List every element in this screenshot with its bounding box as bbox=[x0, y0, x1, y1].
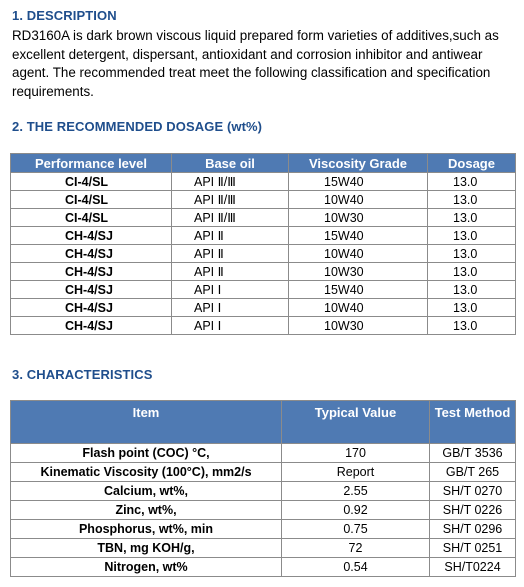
column-header: Typical Value bbox=[282, 401, 430, 444]
table-cell: Kinematic Viscosity (100°C), mm2/s bbox=[11, 463, 282, 482]
table-cell: TBN, mg KOH/g, bbox=[11, 539, 282, 558]
table-cell: 13.0 bbox=[428, 191, 516, 209]
characteristics-table bbox=[10, 400, 516, 577]
table-row bbox=[11, 263, 516, 281]
table-cell: API Ⅱ/Ⅲ bbox=[172, 173, 289, 191]
table-row bbox=[11, 173, 516, 191]
dosage-heading: 2. THE RECOMMENDED DOSAGE (wt%) bbox=[12, 119, 263, 134]
characteristics-header-row bbox=[11, 401, 516, 444]
table-cell: 0.92 bbox=[282, 501, 430, 520]
table-cell: 10W40 bbox=[289, 245, 428, 263]
table-row bbox=[11, 539, 516, 558]
table-cell: API Ⅰ bbox=[172, 317, 289, 335]
table-row bbox=[11, 558, 516, 577]
table-row bbox=[11, 520, 516, 539]
column-header: Performance level bbox=[11, 154, 172, 173]
table-row bbox=[11, 482, 516, 501]
table-cell: CI-4/SL bbox=[11, 209, 172, 227]
characteristics-heading: 3. CHARACTERISTICS bbox=[12, 367, 153, 382]
table-cell: 72 bbox=[282, 539, 430, 558]
table-cell: API Ⅱ bbox=[172, 227, 289, 245]
table-cell: CI-4/SL bbox=[11, 191, 172, 209]
table-row bbox=[11, 245, 516, 263]
table-cell: GB/T 3536 bbox=[430, 444, 516, 463]
table-cell: CH-4/SJ bbox=[11, 281, 172, 299]
table-row bbox=[11, 281, 516, 299]
table-cell: Phosphorus, wt%, min bbox=[11, 520, 282, 539]
table-cell: Nitrogen, wt% bbox=[11, 558, 282, 577]
table-cell: 0.75 bbox=[282, 520, 430, 539]
table-cell: 2.55 bbox=[282, 482, 430, 501]
table-cell: Flash point (COC) °C, bbox=[11, 444, 282, 463]
table-cell: CH-4/SJ bbox=[11, 245, 172, 263]
table-row bbox=[11, 444, 516, 463]
table-cell: CH-4/SJ bbox=[11, 299, 172, 317]
table-cell: 13.0 bbox=[428, 317, 516, 335]
column-header: Dosage bbox=[428, 154, 516, 173]
table-cell: SH/T0224 bbox=[430, 558, 516, 577]
table-cell: Calcium, wt%, bbox=[11, 482, 282, 501]
table-cell: 13.0 bbox=[428, 245, 516, 263]
table-row bbox=[11, 191, 516, 209]
table-cell: API Ⅰ bbox=[172, 299, 289, 317]
table-cell: 170 bbox=[282, 444, 430, 463]
table-cell: 10W30 bbox=[289, 263, 428, 281]
description-text: RD3160A is dark brown viscous liquid prepared form varieties of additives,such as excellent detergent, dispersant, antioxidant and corrosion inhibitor and antiwear agent. The recommended treat meet the following classification and specification requirements. bbox=[12, 28, 499, 99]
table-cell: 15W40 bbox=[289, 281, 428, 299]
table-cell: CI-4/SL bbox=[11, 173, 172, 191]
table-cell: 13.0 bbox=[428, 299, 516, 317]
description-heading: 1. DESCRIPTION bbox=[12, 8, 117, 23]
table-cell: 10W30 bbox=[289, 209, 428, 227]
table-cell: 15W40 bbox=[289, 173, 428, 191]
table-cell: 13.0 bbox=[428, 281, 516, 299]
table-cell: CH-4/SJ bbox=[11, 227, 172, 245]
table-cell: CH-4/SJ bbox=[11, 263, 172, 281]
table-cell: 13.0 bbox=[428, 209, 516, 227]
table-cell: GB/T 265 bbox=[430, 463, 516, 482]
dosage-header-row bbox=[11, 154, 516, 173]
table-cell: 10W30 bbox=[289, 317, 428, 335]
table-row bbox=[11, 501, 516, 520]
table-cell: SH/T 0251 bbox=[430, 539, 516, 558]
table-row bbox=[11, 317, 516, 335]
table-cell: 13.0 bbox=[428, 173, 516, 191]
table-cell: Zinc, wt%, bbox=[11, 501, 282, 520]
table-cell: API Ⅱ/Ⅲ bbox=[172, 209, 289, 227]
table-cell: SH/T 0226 bbox=[430, 501, 516, 520]
table-row bbox=[11, 463, 516, 482]
table-cell: 13.0 bbox=[428, 263, 516, 281]
column-header: Viscosity Grade bbox=[289, 154, 428, 173]
table-cell: API Ⅱ bbox=[172, 245, 289, 263]
table-row bbox=[11, 299, 516, 317]
dosage-table bbox=[10, 153, 516, 335]
column-header: Item bbox=[11, 401, 282, 444]
table-row bbox=[11, 209, 516, 227]
column-header: Base oil bbox=[172, 154, 289, 173]
table-cell: 13.0 bbox=[428, 227, 516, 245]
table-cell: API Ⅱ bbox=[172, 263, 289, 281]
table-cell: 0.54 bbox=[282, 558, 430, 577]
table-cell: SH/T 0270 bbox=[430, 482, 516, 501]
table-row bbox=[11, 227, 516, 245]
table-cell: Report bbox=[282, 463, 430, 482]
table-cell: 10W40 bbox=[289, 191, 428, 209]
table-cell: 10W40 bbox=[289, 299, 428, 317]
table-cell: API Ⅱ/Ⅲ bbox=[172, 191, 289, 209]
table-cell: CH-4/SJ bbox=[11, 317, 172, 335]
table-cell: SH/T 0296 bbox=[430, 520, 516, 539]
column-header: Test Method bbox=[430, 401, 516, 444]
table-cell: API Ⅰ bbox=[172, 281, 289, 299]
table-cell: 15W40 bbox=[289, 227, 428, 245]
